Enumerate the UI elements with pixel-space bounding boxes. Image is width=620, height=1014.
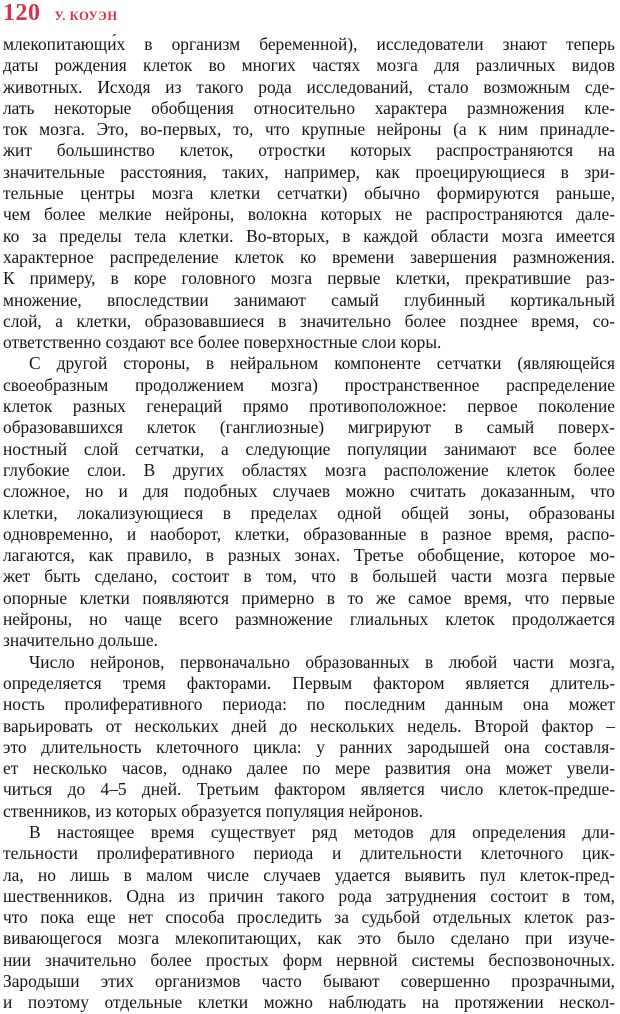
text-line: тельные центры мозга клетки сетчатки) обычно формируются раньше, bbox=[3, 183, 615, 204]
text-line: ответственно создают все более поверхностные слои коры. bbox=[3, 332, 442, 353]
text-line: образовавшихся клеток (ганглиозные) мигрируют в самый поверх- bbox=[3, 417, 615, 438]
text-line: вивающегося мозга млекопитающих, как это было сделано при изуче- bbox=[3, 928, 615, 949]
text-line: глубокие слои. В других областях мозга расположение клеток более bbox=[3, 459, 615, 480]
text-line: ственников, из которых образуется популяция нейронов. bbox=[3, 800, 423, 821]
body-text bbox=[3, 34, 615, 1014]
running-head-author: У. КОУЭН bbox=[54, 9, 118, 23]
text-line: чем более мелкие нейроны, волокна которых не распространяются дале- bbox=[3, 204, 615, 225]
text-line: Зародыши этих организмов часто бывают совершенно прозрачными, bbox=[3, 971, 615, 992]
text-line: и поэтому отдельные клетки можно наблюдать на протяжении нескол- bbox=[3, 992, 615, 1013]
text-line: животных. Исходя из такого рода исследований, стало возможным сде- bbox=[3, 76, 615, 97]
text-line: ко за пределы тела клетки. Во-вторых, в каждой области мозга имеется bbox=[3, 225, 615, 246]
text-line: нии значительно более простых форм нервной системы беспозвоночных. bbox=[3, 949, 615, 970]
text-line: опорные клетки появляются примерно в то же самое время, что первые bbox=[3, 587, 615, 608]
text-line: ет несколько часов, однако далее по мере развития она может увели- bbox=[3, 758, 615, 779]
text-line: слой, а клетки, образовавшиеся в значительно более позднее время, со- bbox=[3, 310, 615, 331]
text-line: определяется тремя факторами. Первым фактором является длитель- bbox=[3, 672, 615, 693]
text-line: клеток разных генераций прямо противоположное: первое поколение bbox=[3, 396, 615, 417]
text-line: что пока еще нет способа проследить за судьбой отдельных клеток раз- bbox=[3, 907, 615, 928]
text-line: ток мозга. Это, во-первых, то, что крупные нейроны (а к ним принадле- bbox=[3, 119, 615, 140]
text-line: тельности пролиферативного периода и длительности клеточного цик- bbox=[3, 843, 615, 864]
text-line: ла, но лишь в малом числе случаев удается выявить пул клеток-пред- bbox=[3, 864, 615, 885]
running-head bbox=[3, 0, 118, 26]
text-line: клетки, локализующиеся в пределах одной общей зоны, образованы bbox=[3, 502, 615, 523]
text-line: даты рождения клеток во многих частях мозга для различных видов bbox=[3, 55, 615, 76]
text-line: жит большинство клеток, отростки которых распространяются на bbox=[3, 140, 615, 161]
text-line: лать некоторые обобщения относительно характера размножения кле- bbox=[3, 97, 615, 118]
text-line: это длительность клеточного цикла: у ранних зародышей она составля- bbox=[3, 736, 615, 757]
text-line: К примеру, в коре головного мозга первые клетки, прекратившие раз- bbox=[3, 268, 615, 289]
text-line: читься до 4–5 дней. Третьим фактором является число клеток-предше- bbox=[3, 779, 615, 800]
text-line: значительно дольше. bbox=[3, 630, 158, 651]
text-line: С другой стороны, в нейральном компоненте сетчатки (являющейся bbox=[29, 353, 615, 374]
text-line: нейроны, но чаще всего размножение глиальных клеток продолжается bbox=[3, 609, 615, 630]
text-line: характерное распределение клеток ко времени завершения размножения. bbox=[3, 246, 615, 267]
text-line: В настоящее время существует ряд методов для определения дли- bbox=[29, 821, 615, 842]
text-line: значительные расстояния, таких, например, как проецирующиеся в зри- bbox=[3, 161, 615, 182]
page-number: 120 bbox=[3, 0, 41, 26]
text-line: множение, впоследствии занимают самый глубинный кортикальный bbox=[3, 289, 615, 310]
text-line: сложное, но и для подобных случаев можно считать доказанным, что bbox=[3, 481, 615, 502]
text-line: лагаются, как правило, в разных зонах. Третье обобщение, которое мо- bbox=[3, 545, 615, 566]
text-line: своеобразным продолжением мозга) пространственное распределение bbox=[3, 374, 615, 395]
text-line: Число нейронов, первоначально образованных в любой части мозга, bbox=[29, 651, 615, 672]
text-line: варьировать от нескольких дней до нескольких недель. Второй фактор – bbox=[3, 715, 615, 736]
text-line: млекопитающи́х в организм беременной), исследователи знают теперь bbox=[3, 34, 615, 54]
text-line: ностный слой сетчатки, а следующие популяции занимают все более bbox=[3, 438, 615, 459]
text-line: шественников. Одна из причин такого рода затруднения состоит в том, bbox=[3, 885, 615, 906]
text-line: одновременно, и наоборот, клетки, образованные в разное время, распо- bbox=[3, 523, 615, 544]
text-line: жет быть сделано, состоит в том, что в большей части мозга первые bbox=[3, 566, 615, 587]
text-line: ность пролиферативного периода: по последним данным она может bbox=[3, 694, 615, 715]
